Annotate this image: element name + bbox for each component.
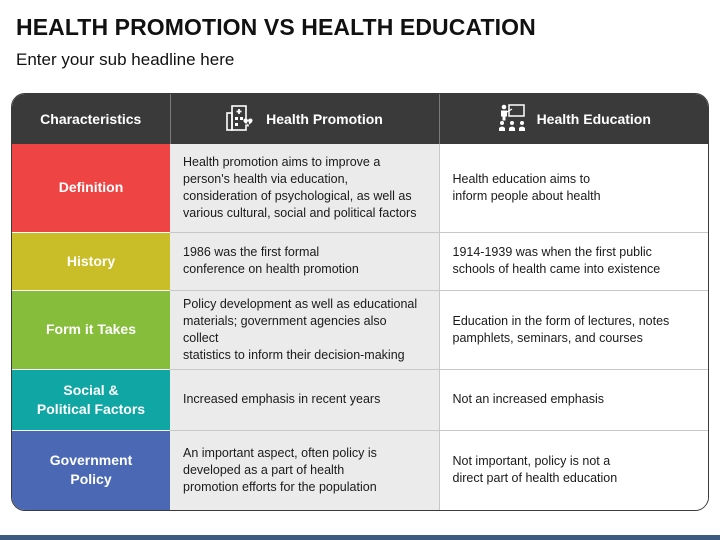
row-label-text: Social &: [63, 381, 119, 398]
row-label-text: Political Factors: [36, 400, 146, 417]
social-promotion-cell: [170, 369, 439, 430]
row-label-history: [12, 232, 170, 290]
classroom-teacher-icon: [497, 103, 527, 136]
cell-line: pamphlets, seminars, and courses: [452, 330, 643, 345]
header-health-promotion: [170, 94, 439, 144]
header-characteristics: [12, 94, 170, 144]
row-label-definition: [12, 144, 170, 232]
row-label-text: Form it Takes: [46, 321, 136, 337]
cell-line: Increased emphasis in recent years: [183, 392, 381, 406]
row-label-text: Government: [49, 452, 133, 469]
form-education-cell: [439, 290, 708, 369]
government-education-cell: [439, 430, 708, 510]
row-label-form: [12, 290, 170, 369]
cell-line: person's health via education,: [183, 171, 348, 186]
hospital-heart-icon: [226, 103, 256, 136]
definition-promotion-cell: [170, 144, 439, 232]
cell-line: Not an increased emphasis: [452, 392, 604, 406]
header-promotion-label: Health Promotion: [266, 111, 383, 127]
cell-line: conference on health promotion: [183, 262, 359, 276]
cell-line: statistics to inform their decision-making: [183, 347, 405, 362]
table-row-history: [12, 232, 708, 290]
header-characteristics-label: Characteristics: [40, 111, 142, 127]
social-education-cell: [439, 369, 708, 430]
cell-line: Health promotion aims to improve a: [183, 154, 381, 169]
cell-line: Education in the form of lectures, notes: [452, 313, 670, 328]
row-label-text: History: [66, 252, 116, 269]
cell-line: developed as a part of health: [183, 462, 345, 477]
cell-line: An important aspect, often policy is: [183, 445, 377, 460]
cell-line: consideration of psychological, as well as: [183, 188, 412, 203]
row-label-text: Definition: [58, 179, 124, 196]
row-label-government: [12, 430, 170, 510]
government-promotion-cell: [170, 430, 439, 510]
cell-line: direct part of health education: [452, 471, 618, 486]
header-education-label: Health Education: [536, 111, 651, 127]
page-title: HEALTH PROMOTION VS HEALTH EDUCATION: [16, 14, 536, 40]
comparison-table: [11, 93, 709, 511]
bottom-accent-bar: [0, 535, 720, 540]
table-header-row: [12, 94, 708, 144]
cell-line: schools of health came into existence: [452, 262, 661, 276]
cell-line: Policy development as well as educational: [183, 296, 418, 311]
row-label-social: [12, 369, 170, 430]
cell-line: inform people about health: [452, 188, 601, 203]
history-promotion-cell: [170, 232, 439, 290]
table-row-government: [12, 430, 708, 510]
form-promotion-cell: [170, 290, 439, 369]
cell-line: materials; government agencies also collect: [183, 313, 387, 345]
cell-line: promotion efforts for the population: [183, 479, 377, 494]
cell-line: Health education aims to: [452, 171, 591, 186]
header-health-education: [439, 94, 708, 144]
table-row-definition: [12, 144, 708, 232]
table-row-form: [12, 290, 708, 369]
row-label-text: Policy: [70, 471, 112, 488]
page-subtitle: Enter your sub headline here: [16, 50, 235, 69]
table-row-social: [12, 369, 708, 430]
cell-line: Not important, policy is not a: [452, 454, 611, 469]
cell-line: 1914-1939 was when the first public: [452, 245, 652, 259]
cell-line: 1986 was the first formal: [183, 245, 320, 259]
cell-line: various cultural, social and political factors: [183, 205, 417, 220]
definition-education-cell: [439, 144, 708, 232]
history-education-cell: [439, 232, 708, 290]
